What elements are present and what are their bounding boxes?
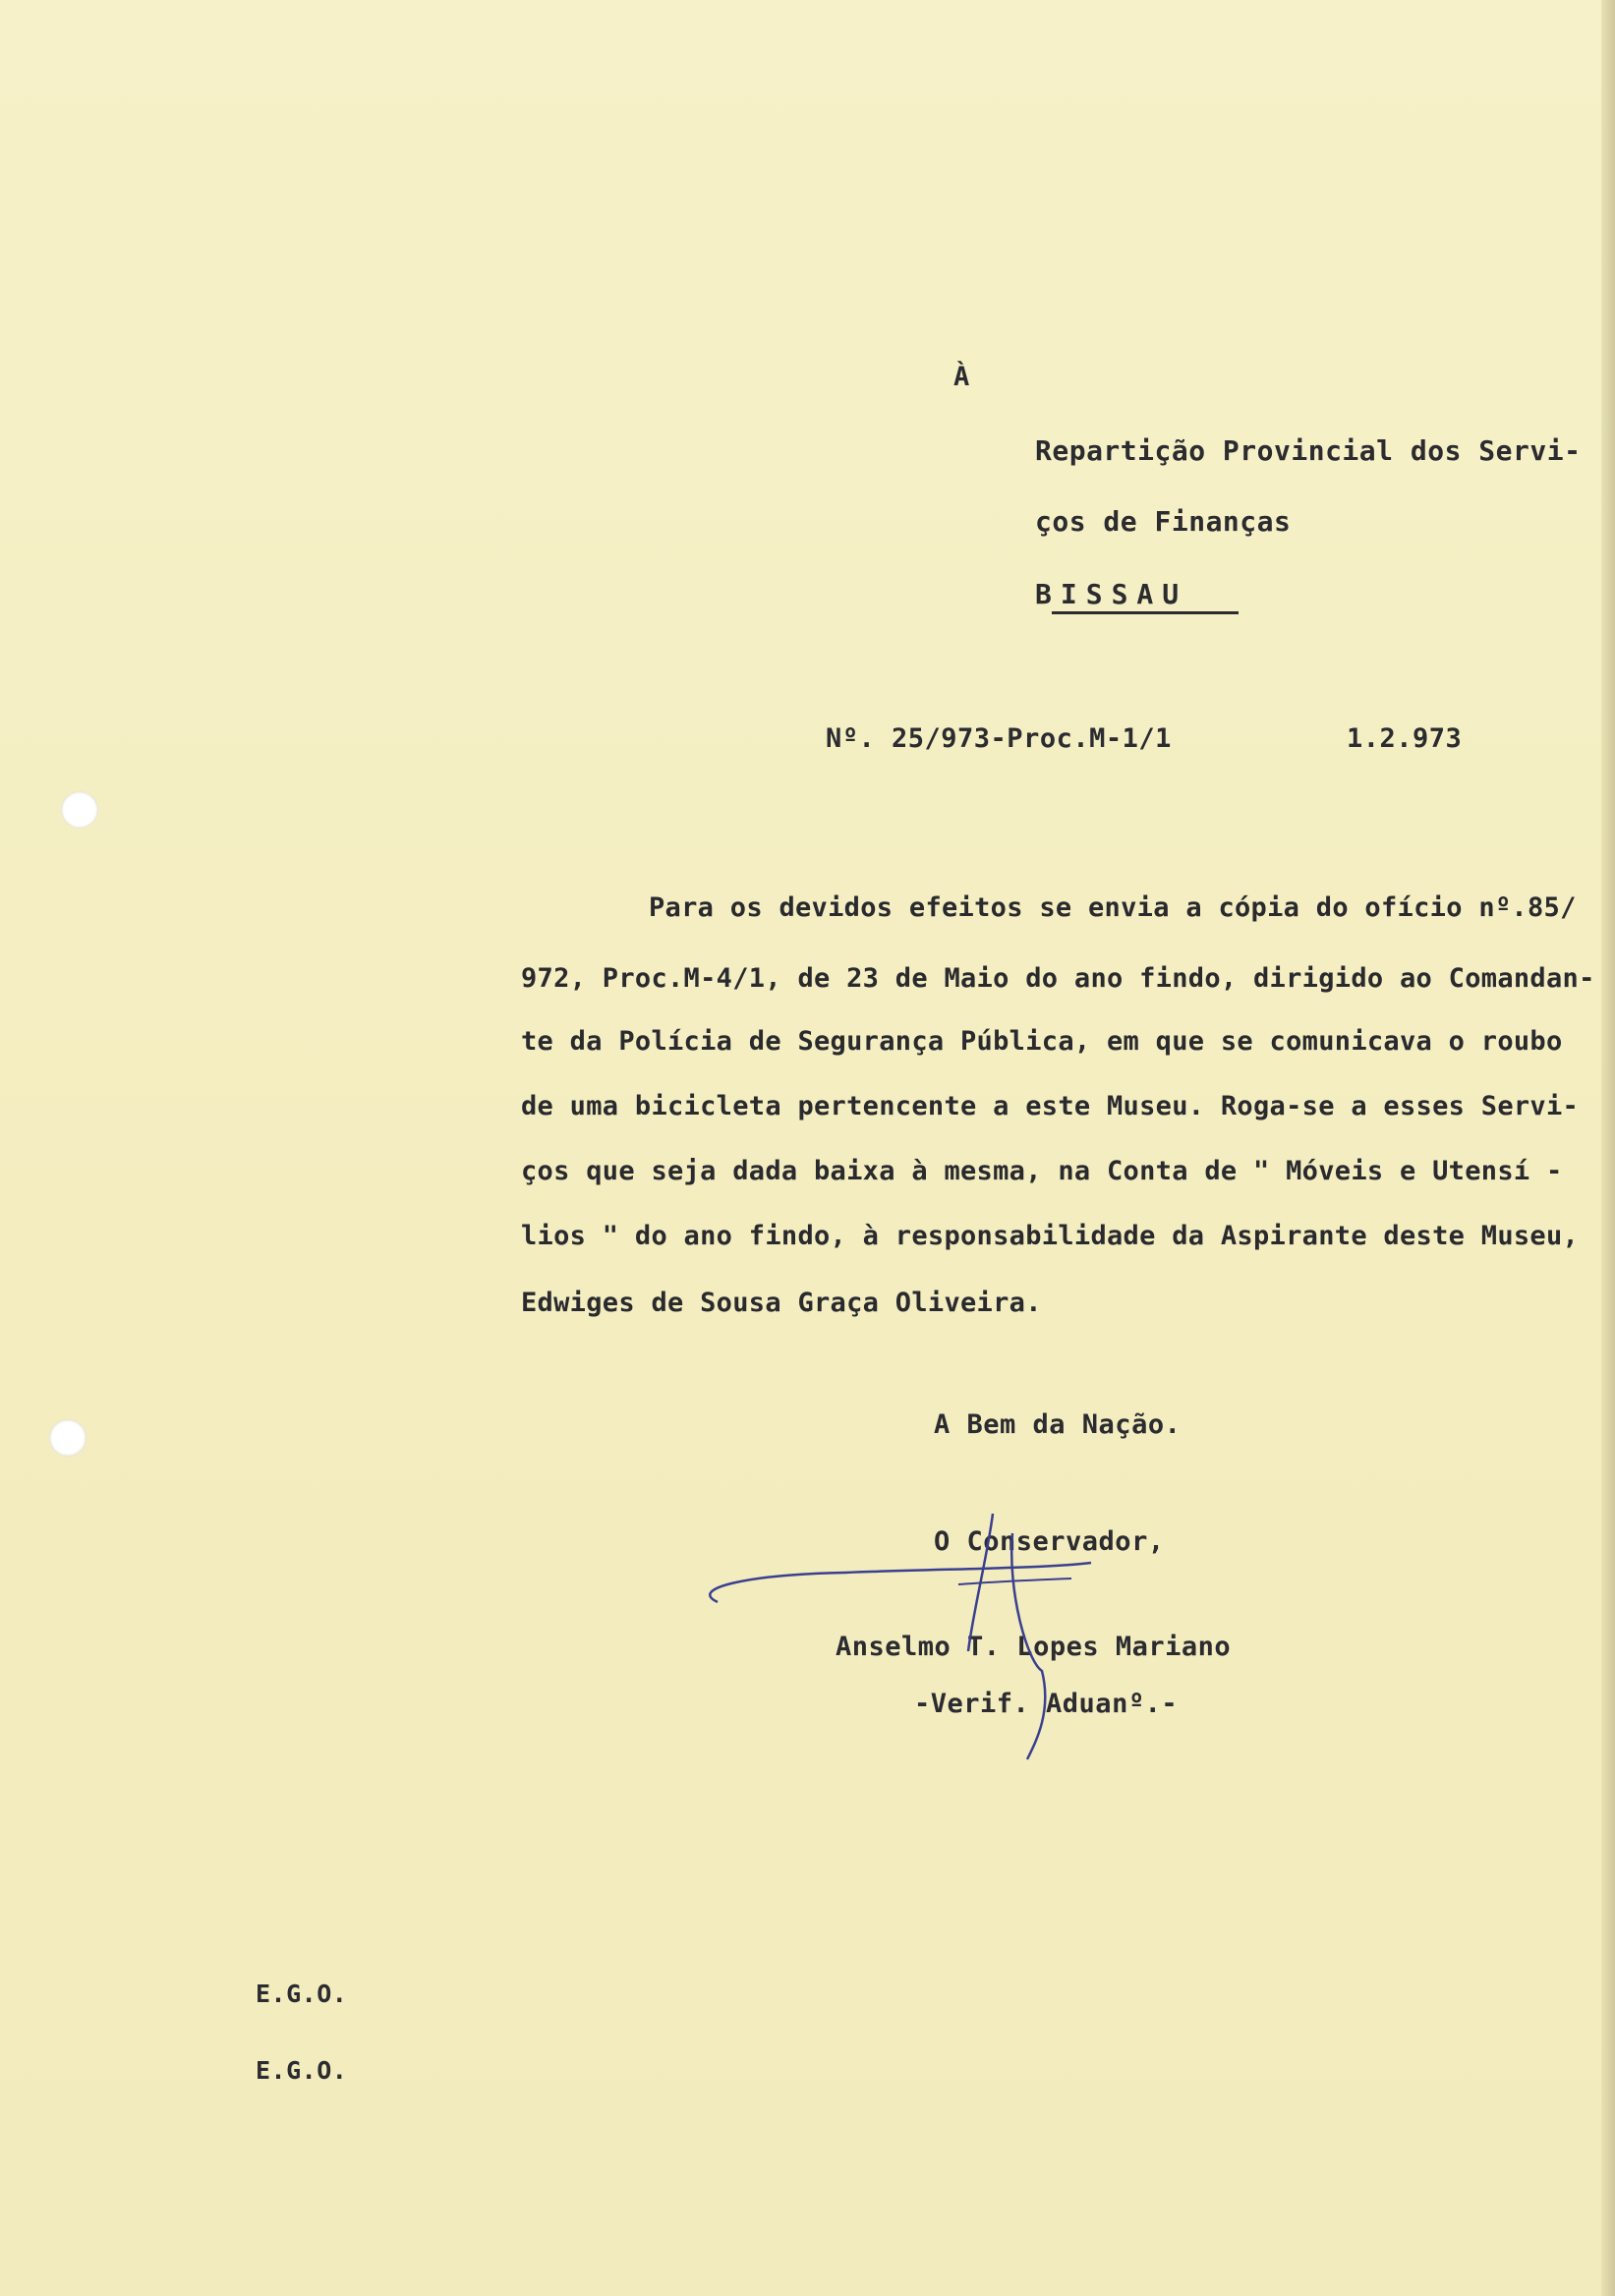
reference-number: Nº. 25/973-Proc.M-1/1 — [826, 723, 1172, 754]
footer-initials-1: E.G.O. — [256, 1980, 348, 2008]
signatory-name: Anselmo T. Lopes Mariano — [836, 1632, 1232, 1662]
body-line-1: Para os devidos efeitos se envia a cópia do ofício nº.85/ — [649, 892, 1577, 923]
body-line-6: lios " do ano findo, à responsabilidade da Aspirante deste Museu, — [521, 1221, 1580, 1251]
closing-salutation: A Bem da Nação. — [934, 1409, 1182, 1440]
footer-initials-2: E.G.O. — [256, 2056, 348, 2085]
body-line-4: de uma bicicleta pertencente a este Museu. Roga-se a esses Servi- — [521, 1091, 1580, 1121]
signatory-role: -Verif. Aduanº.- — [914, 1689, 1179, 1719]
body-line-3: te da Polícia de Segurança Pública, em que se comunicava o roubo — [521, 1026, 1563, 1057]
addressee-line-2: ços de Finanças — [1035, 505, 1292, 538]
body-line-2: 972, Proc.M-4/1, de 23 de Maio do ano findo, dirigido ao Comandan- — [521, 963, 1595, 994]
reference-date: 1.2.973 — [1347, 723, 1463, 754]
addressee-line-1: Repartição Provincial dos Servi- — [1035, 434, 1582, 467]
preposition: À — [953, 362, 970, 392]
addressee-city: BISSAU — [1035, 578, 1188, 610]
body-line-7: Edwiges de Sousa Graça Oliveira. — [521, 1288, 1042, 1318]
body-line-5: ços que seja dada baixa à mesma, na Conta de " Móveis e Utensí - — [521, 1156, 1563, 1186]
closing-title: O Conservador, — [934, 1526, 1165, 1557]
